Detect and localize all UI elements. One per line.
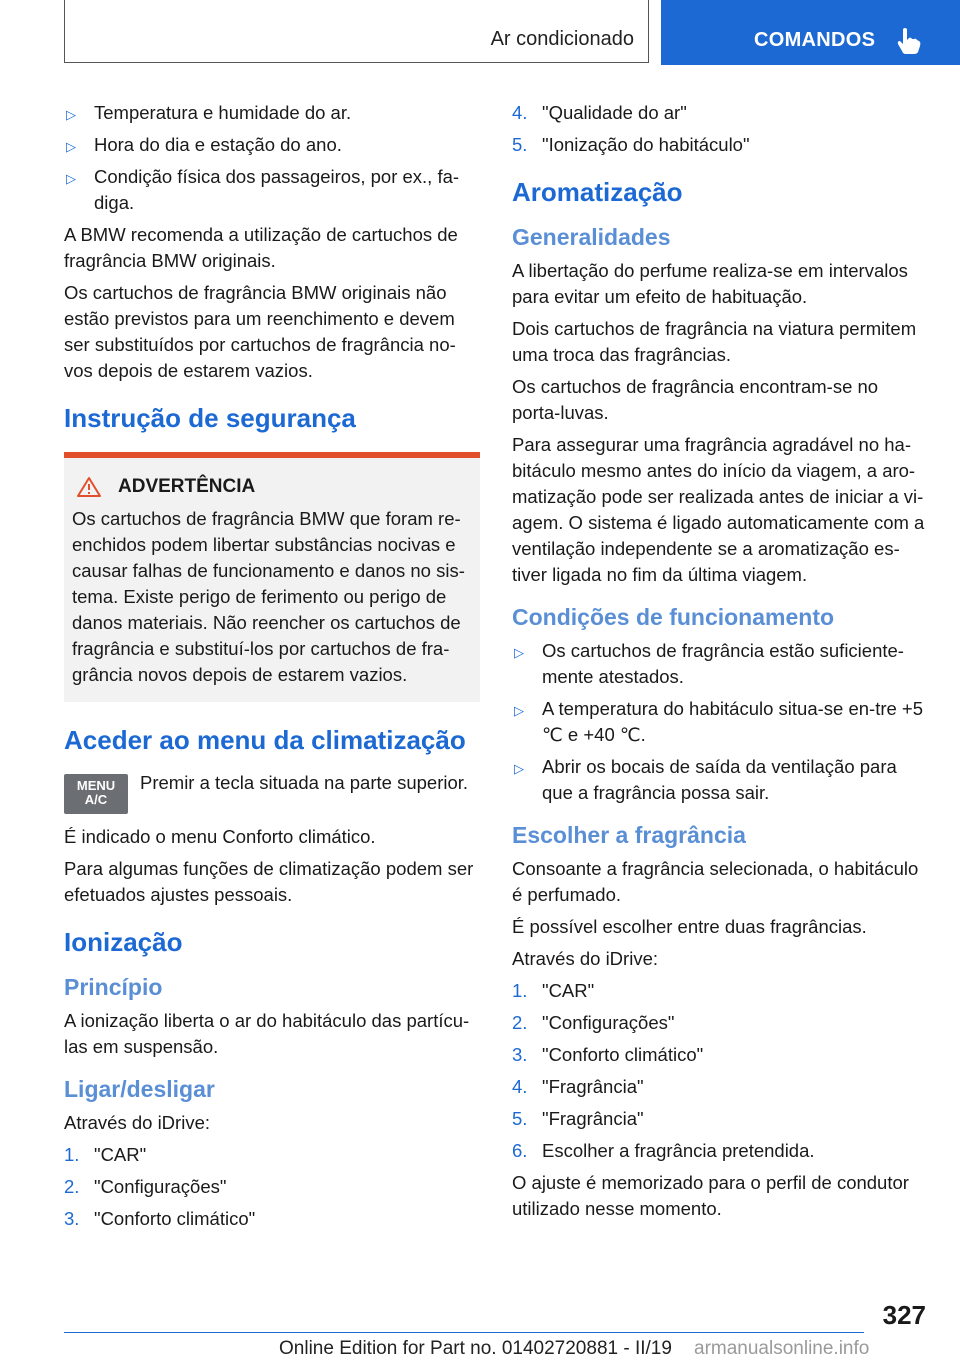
subheading-general: Generalidades [512, 224, 671, 250]
header-section-title: Ar condicionado [490, 28, 634, 50]
paragraph: Para algumas funções de climatização podem ser efetuados ajustes pessoais. [64, 858, 474, 905]
menu-ac-key-icon: MENU A/C [64, 774, 128, 814]
list-item: 6. Escolher a fragrância pretendida. [512, 1140, 815, 1161]
list-item: 5. "Ionização do habitáculo" [512, 134, 750, 155]
paragraph: O ajuste é memorizado para o perfil de condutor utilizado nesse momento. [512, 1172, 909, 1219]
list-item: 4. "Fragrância" [512, 1076, 644, 1097]
menu-key-text: Premir a tecla situada na parte superior. [140, 772, 469, 793]
list-item: 3. "Conforto climático" [64, 1208, 256, 1229]
triangle-bullet-icon: ▷ [514, 761, 524, 776]
heading-ionization: Ionização [64, 927, 183, 957]
footer-edition: Online Edition for Part no. 01402720881 - II/19 [279, 1338, 672, 1359]
list-item: 3. "Conforto climático" [512, 1044, 704, 1065]
triangle-bullet-icon: ▷ [66, 107, 76, 122]
paragraph: Os cartuchos de fragrância encontram-se no porta-luvas. [512, 376, 879, 423]
paragraph: Consoante a fragrância selecionada, o habitáculo é perfumado. [512, 858, 919, 905]
paragraph: É indicado o menu Conforto climático. [64, 826, 376, 847]
watermark: armanualsonline.info [694, 1338, 870, 1359]
list-item: 1. "CAR" [512, 980, 595, 1001]
list-item: ▷ Condição física dos passageiros, por ex., fa-diga. [66, 166, 460, 213]
paragraph: Dois cartuchos de fragrância na viatura permitem uma troca das fragrâncias. [512, 318, 917, 365]
list-item: 2. "Configurações" [64, 1176, 227, 1197]
list-item: 5. "Fragrância" [512, 1108, 644, 1129]
paragraph: Para assegurar uma fragrância agradável no ha-bitáculo mesmo antes do início da viagem, a aro-matização pode ser realizada antes de iniciar a vi-agem. O sistema é ligado automaticamente com a ventilação independente se a aromatização es-tiver ligada no fim da última viagem. [512, 434, 925, 585]
list-item: 4. "Qualidade do ar" [512, 102, 687, 123]
warning-text: Os cartuchos de fragrância BMW que foram re-enchidos podem libertar substâncias nocivas e causar falhas de funcionamento e danos no sis-tema. Existe perigo de ferimento ou perigo de danos materiais. Não reencher os cartuchos de fragrância e substituí-los por cartuchos de fra-grância novos depois de estarem vazios. [72, 508, 465, 685]
warning-triangle-icon [76, 476, 102, 498]
paragraph: É possível escolher entre duas fragrâncias. [512, 916, 867, 937]
list-item: ▷ A temperatura do habitáculo situa-se en-tre +5 ℃ e +40 ℃. [514, 698, 924, 745]
header-chapter-tab[interactable] [661, 0, 960, 65]
heading-safety: Instrução de segurança [64, 403, 356, 433]
paragraph: A libertação do perfume realiza-se em intervalos para evitar um efeito de habituação. [512, 260, 908, 307]
subheading-principle: Princípio [64, 974, 163, 1000]
triangle-bullet-icon: ▷ [514, 645, 524, 660]
right-column [512, 100, 928, 1228]
list-item: 1. "CAR" [64, 1144, 147, 1165]
page-number: 327 [882, 1300, 926, 1330]
header-section-box [64, 0, 649, 63]
header-chapter-label: COMANDOS [754, 29, 876, 51]
triangle-bullet-icon: ▷ [514, 703, 524, 718]
warning-title: ADVERTÊNCIA [118, 476, 256, 497]
warning-header [76, 474, 472, 500]
warning-box [64, 452, 480, 702]
paragraph: A BMW recomenda a utilização de cartuchos de fragrância BMW originais. [64, 224, 458, 271]
list-item: ▷ Hora do dia e estação do ano. [64, 132, 480, 158]
paragraph: Através do iDrive: [512, 948, 658, 969]
paragraph: Através do iDrive: [64, 1112, 210, 1133]
list-item: ▷ Os cartuchos de fragrância estão suficiente-mente atestados. [514, 640, 904, 687]
heading-menu: Aceder ao menu da climatização [64, 725, 466, 755]
pointing-hand-icon [895, 27, 921, 55]
footer-divider [64, 1332, 864, 1333]
heading-aroma: Aromatização [512, 177, 683, 207]
paragraph: Os cartuchos de fragrância BMW originais não estão previstos para um reenchimento e devem ser substituídos por cartuchos de fragrância no-vos depois de estarem vazios. [64, 282, 456, 381]
triangle-bullet-icon: ▷ [66, 171, 76, 186]
subheading-on-off: Ligar/desligar [64, 1076, 215, 1102]
list-item: ▷ Abrir os bocais de saída da ventilação para que a fragrância possa sair. [514, 756, 897, 803]
list-item: ▷ Temperatura e humidade do ar. [64, 100, 480, 126]
subheading-conditions: Condições de funcionamento [512, 604, 835, 630]
paragraph: A ionização liberta o ar do habitáculo das partícu-las em suspensão. [64, 1010, 470, 1057]
subheading-choose: Escolher a fragrância [512, 822, 746, 848]
left-column [64, 100, 480, 1238]
menu-key-row [64, 770, 480, 816]
list-item: 2. "Configurações" [512, 1012, 675, 1033]
triangle-bullet-icon: ▷ [66, 139, 76, 154]
